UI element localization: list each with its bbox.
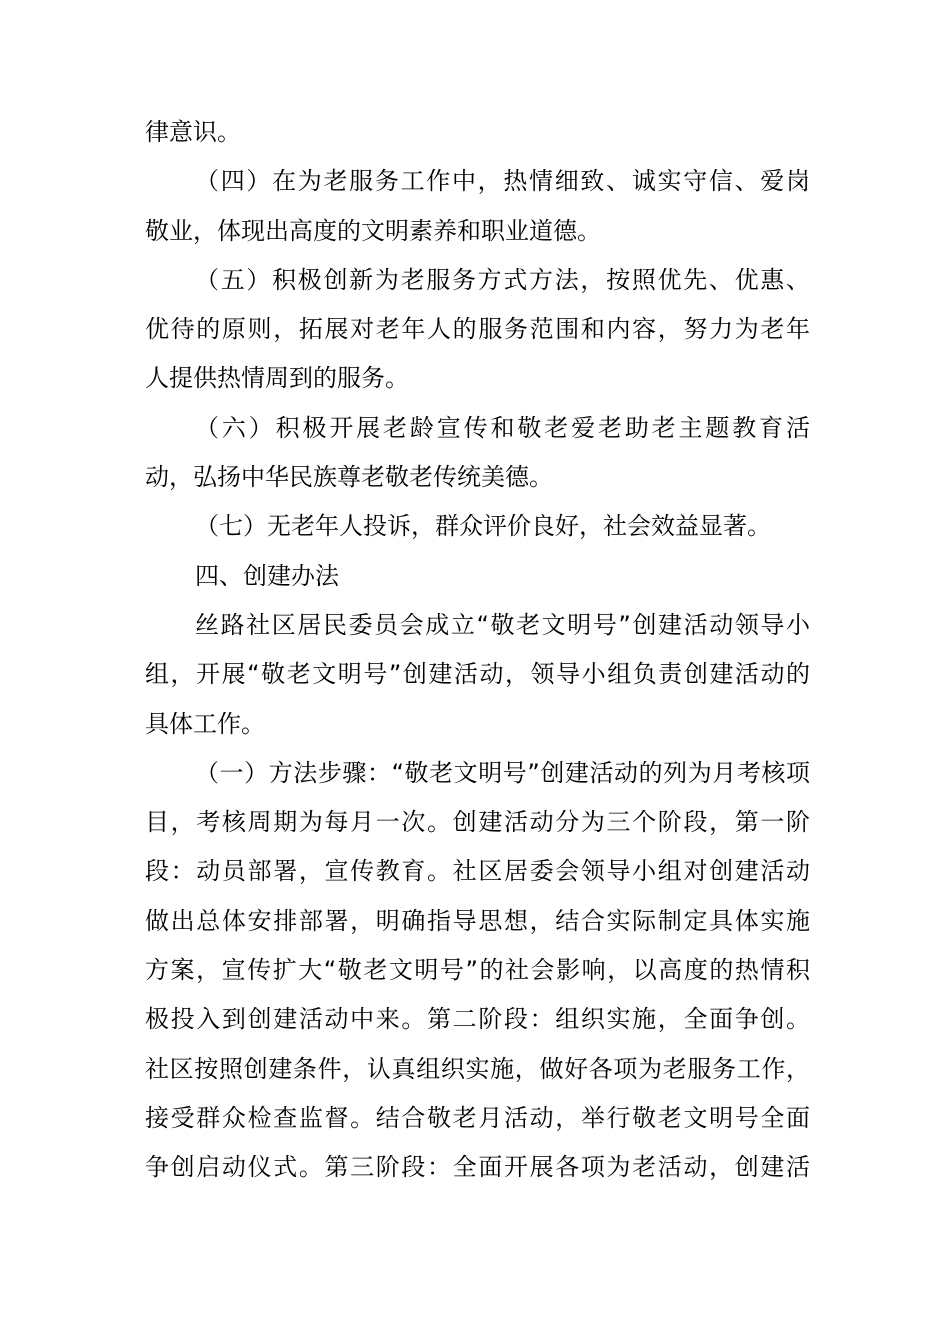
text-line: 组，开展“敬老文明号”创建活动，领导小组负责创建活动的	[145, 660, 810, 689]
text-line: 段：动员部署，宣传教育。社区居委会领导小组对创建活动	[145, 857, 810, 886]
text-line: 社区按照创建条件，认真组织实施，做好各项为老服务工作，	[145, 1054, 810, 1083]
text-line: （一）方法步骤：“敬老文明号”创建活动的列为月考核项	[195, 758, 810, 787]
text-line: 动，弘扬中华民族尊老敬老传统美德。	[145, 463, 553, 492]
text-line: 做出总体安排部署，明确指导思想，结合实际制定具体实施	[145, 906, 810, 935]
text-line: （五）积极创新为老服务方式方法，按照优先、优惠、	[195, 265, 810, 294]
text-line: （六）积极开展老龄宣传和敬老爱老助老主题教育活	[195, 413, 810, 442]
text-line: 方案，宣传扩大“敬老文明号”的社会影响，以高度的热情积	[145, 956, 810, 985]
text-line: （四）在为老服务工作中，热情细致、诚实守信、爱岗	[195, 167, 810, 196]
text-line: 人提供热情周到的服务。	[145, 364, 409, 393]
text-line: 具体工作。	[145, 709, 265, 738]
text-line: 接受群众检查监督。结合敬老月活动，举行敬老文明号全面	[145, 1103, 810, 1132]
text-line: 丝路社区居民委员会成立“敬老文明号”创建活动领导小	[195, 610, 810, 639]
text-line: 极投入到创建活动中来。第二阶段：组织实施，全面争创。	[145, 1005, 810, 1034]
text-line: 目，考核周期为每月一次。创建活动分为三个阶段，第一阶	[145, 808, 810, 837]
text-line: （七）无老年人投诉，群众评价良好，社会效益显著。	[195, 512, 771, 541]
section-heading: 四、创建办法	[195, 561, 339, 590]
text-line: 优待的原则，拓展对老年人的服务范围和内容，努力为老年	[145, 315, 810, 344]
body-text	[145, 108, 810, 1193]
text-line: 敬业，体现出高度的文明素养和职业道德。	[145, 216, 601, 245]
text-line: 律意识。	[145, 118, 241, 146]
text-line: 争创启动仪式。第三阶段：全面开展各项为老活动，创建活	[145, 1153, 810, 1182]
